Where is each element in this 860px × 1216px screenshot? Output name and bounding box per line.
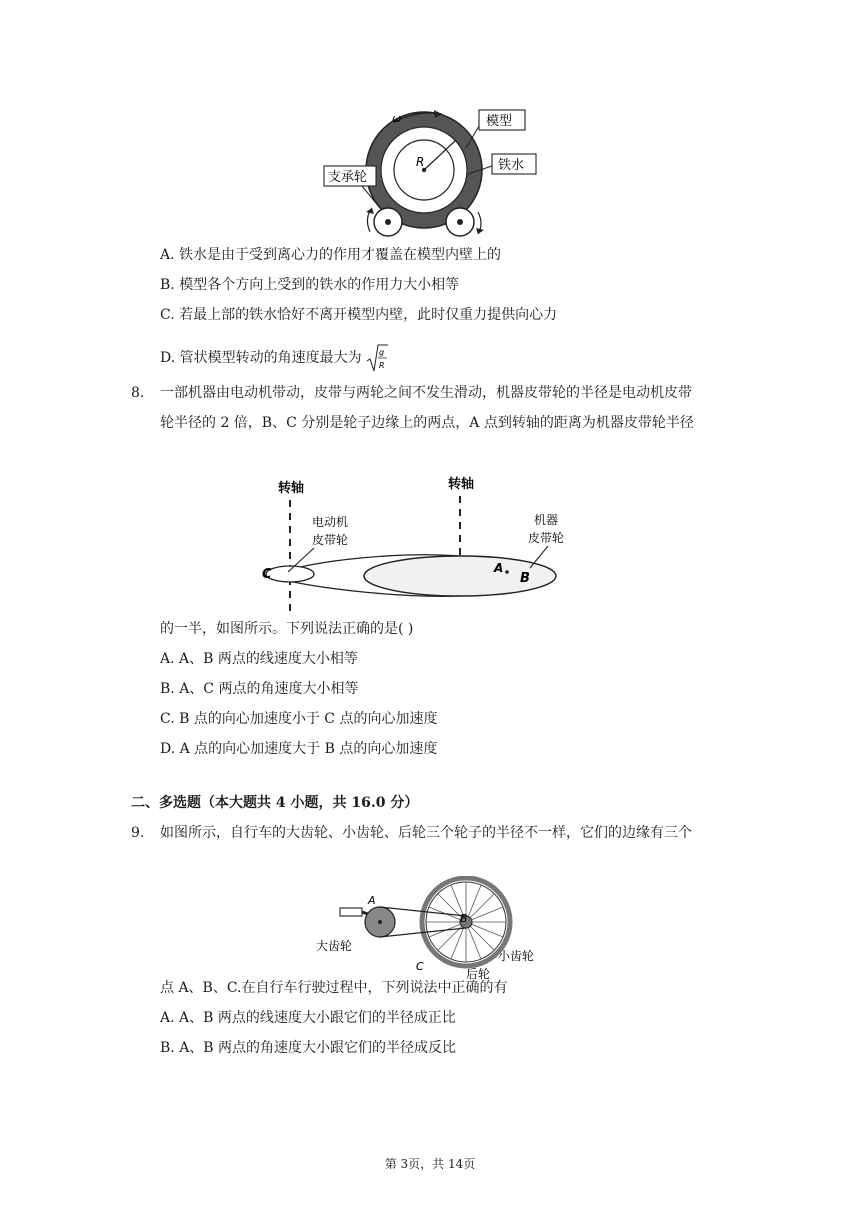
rear-wheel-label: 后轮 bbox=[466, 967, 491, 980]
frac-numerator: g bbox=[379, 348, 385, 357]
iron-label: 铁水 bbox=[498, 158, 525, 173]
q7-option-a: A. 铁水是由于受到离心力的作用才覆盖在模型内壁上的 bbox=[160, 247, 502, 263]
q9-number: 9. bbox=[131, 825, 145, 841]
sqrt-g-over-r bbox=[366, 343, 388, 373]
q9-bicycle-figure bbox=[316, 876, 548, 980]
q9-option-a: A. A、B 两点的线速度大小跟它们的半径成正比 bbox=[160, 1010, 456, 1026]
axis-left-label: 转轴 bbox=[278, 481, 305, 496]
q7-casting-figure bbox=[318, 108, 550, 238]
machine-label-1: 机器 bbox=[534, 513, 559, 527]
point-c-label: C bbox=[262, 567, 272, 582]
omega-label: ω bbox=[392, 112, 402, 125]
q9-stem-line-1: 如图所示，自行车的大齿轮、小齿轮、后轮三个轮子的半径不一样，它们的边缘有三个 bbox=[160, 825, 692, 841]
q7-option-c: C. 若最上部的铁水恰好不离开模型内壁，此时仅重力提供向心力 bbox=[160, 307, 558, 323]
q8-option-b: B. A、C 两点的角速度大小相等 bbox=[160, 681, 359, 697]
small-gear-label: 小齿轮 bbox=[498, 949, 535, 963]
q8-option-d: D. A 点的向心加速度大于 B 点的向心加速度 bbox=[160, 741, 438, 757]
q7-option-d bbox=[160, 343, 388, 373]
section-2-title: 二、多选题（本大题共 4 小题，共 16.0 分） bbox=[131, 795, 419, 811]
motor-label-2: 皮带轮 bbox=[312, 533, 349, 547]
mold-label: 模型 bbox=[486, 114, 513, 129]
q8-belt-figure bbox=[258, 472, 588, 622]
radius-label: R bbox=[416, 155, 425, 169]
motor-label-1: 电动机 bbox=[312, 515, 349, 529]
q7-option-d-text: D. 管状模型转动的角速度最大为 bbox=[160, 350, 362, 366]
q8-stem-line-2: 轮半径的 2 倍，B、C 分别是轮子边缘上的两点，A 点到转轴的距离为机器皮带轮半径 bbox=[160, 415, 694, 431]
q9-option-b: B. A、B 两点的角速度大小跟它们的半径成反比 bbox=[160, 1040, 457, 1056]
big-gear-label: 大齿轮 bbox=[316, 939, 353, 953]
q9-stem-line-2: 点 A、B、C.在自行车行驶过程中，下列说法中正确的有 bbox=[160, 980, 508, 996]
machine-label-2: 皮带轮 bbox=[528, 531, 565, 545]
point-b-label: B bbox=[460, 912, 468, 925]
page-footer: 第 3页，共 14页 bbox=[384, 1157, 476, 1171]
point-c-label: C bbox=[416, 960, 424, 973]
point-a-label: A bbox=[494, 561, 504, 575]
support-label: 支承轮 bbox=[328, 170, 368, 185]
frac-denominator: R bbox=[379, 361, 385, 370]
q7-option-b: B. 模型各个方向上受到的铁水的作用力大小相等 bbox=[160, 277, 460, 293]
point-b-label: B bbox=[520, 571, 530, 586]
q8-option-a: A. A、B 两点的线速度大小相等 bbox=[160, 651, 358, 667]
axis-right-label: 转轴 bbox=[448, 477, 475, 492]
q8-number: 8. bbox=[131, 385, 145, 401]
q8-stem-line-1: 一部机器由电动机带动，皮带与两轮之间不发生滑动，机器皮带轮的半径是电动机皮带 bbox=[160, 385, 692, 401]
q8-stem-line-3: 的一半，如图所示。下列说法正确的是( ) bbox=[160, 621, 414, 637]
motor-pulley bbox=[266, 566, 314, 582]
q8-option-c: C. B 点的向心加速度小于 C 点的向心加速度 bbox=[160, 711, 438, 727]
point-a-label: A bbox=[368, 894, 376, 907]
